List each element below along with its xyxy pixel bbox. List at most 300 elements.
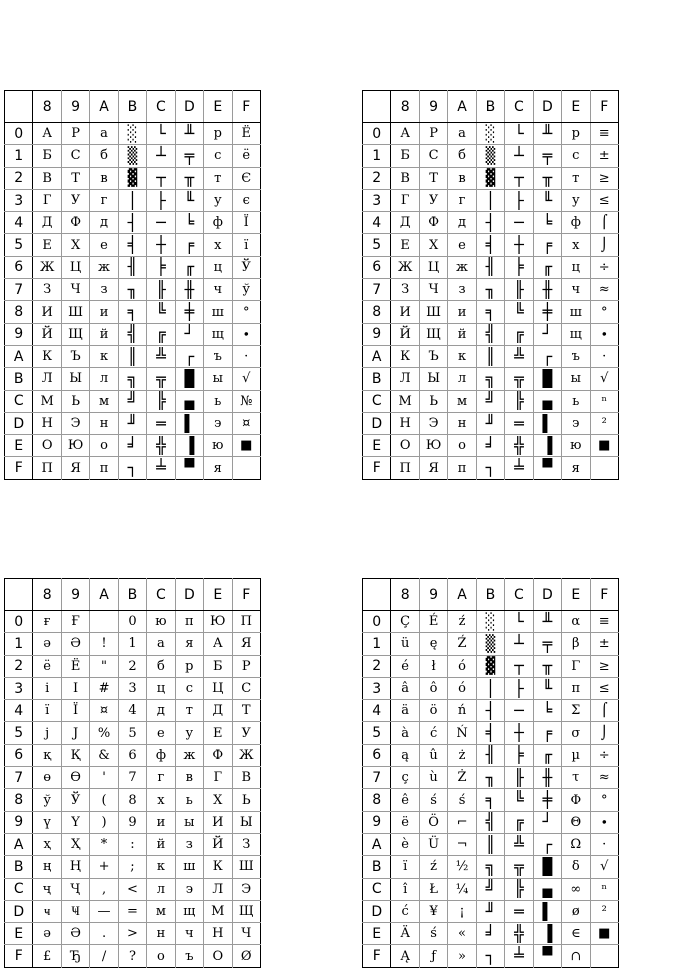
glyph-cell: я	[562, 457, 590, 479]
glyph-cell: β	[562, 633, 590, 655]
glyph-cell: ╡	[476, 234, 504, 256]
column-header: B	[118, 91, 146, 123]
column-header-row	[5, 579, 261, 611]
glyph-cell: ▒	[476, 633, 504, 655]
row-header: B	[363, 856, 391, 878]
glyph-cell: қ	[33, 744, 61, 766]
glyph-cell: ө	[33, 767, 61, 789]
glyph-cell: ш	[204, 301, 232, 323]
glyph-cell: К	[204, 856, 232, 878]
glyph-cell: Т	[61, 167, 89, 189]
glyph-cell: ║	[476, 345, 504, 367]
glyph-cell: √	[590, 856, 619, 878]
glyph-cell: ╕	[118, 301, 146, 323]
glyph-cell: ÷	[590, 256, 619, 278]
glyph-cell: Θ	[562, 811, 590, 833]
glyph-cell: ╤	[533, 633, 561, 655]
glyph-cell: !	[90, 633, 118, 655]
glyph-cell: ę	[419, 633, 447, 655]
table-row	[363, 900, 619, 922]
glyph-cell: ¥	[419, 900, 447, 922]
glyph-cell: О	[33, 435, 61, 457]
glyph-cell	[90, 611, 118, 633]
glyph-cell: ·	[232, 345, 261, 367]
glyph-cell: І	[61, 677, 89, 699]
glyph-cell: с	[562, 145, 590, 167]
table-row	[363, 945, 619, 967]
glyph-cell: ╩	[505, 833, 533, 855]
glyph-cell: М	[33, 390, 61, 412]
glyph-cell: ć	[419, 722, 447, 744]
table-row	[363, 167, 619, 189]
glyph-cell: <	[118, 878, 146, 900]
row-header: E	[5, 923, 33, 945]
glyph-cell: ░	[476, 123, 504, 145]
glyph-cell: └	[505, 123, 533, 145]
glyph-cell: »	[448, 945, 476, 967]
glyph-cell: л	[448, 368, 476, 390]
glyph-cell: ┌	[533, 345, 561, 367]
glyph-cell: ż	[448, 744, 476, 766]
glyph-cell: Ü	[419, 833, 447, 855]
glyph-cell: з	[448, 279, 476, 301]
row-header: 0	[5, 611, 33, 633]
glyph-cell: у	[204, 189, 232, 211]
glyph-cell: %	[90, 722, 118, 744]
table-row	[363, 368, 619, 390]
glyph-cell: °	[232, 301, 261, 323]
table-row	[363, 412, 619, 434]
table-row	[5, 722, 261, 744]
glyph-cell: ś	[419, 923, 447, 945]
glyph-cell: )	[90, 811, 118, 833]
glyph-cell: ▓	[476, 167, 504, 189]
glyph-cell: Ҷ	[61, 878, 89, 900]
glyph-cell: ▌	[533, 412, 561, 434]
column-header: C	[147, 579, 175, 611]
row-header: 5	[5, 234, 33, 256]
glyph-cell: к	[147, 856, 175, 878]
row-header: 4	[363, 212, 391, 234]
glyph-cell: ô	[419, 677, 447, 699]
glyph-cell: ▌	[533, 900, 561, 922]
glyph-cell: Φ	[562, 789, 590, 811]
glyph-cell: ü	[391, 633, 419, 655]
glyph-cell: ═	[147, 412, 175, 434]
glyph-cell: ╖	[476, 279, 504, 301]
glyph-cell: ┬	[147, 167, 175, 189]
table-row	[363, 390, 619, 412]
glyph-cell: τ	[562, 767, 590, 789]
glyph-cell: ═	[505, 412, 533, 434]
glyph-cell: д	[448, 212, 476, 234]
glyph-cell: ²	[590, 412, 619, 434]
glyph-cell: ╚	[147, 301, 175, 323]
glyph-cell: ц	[204, 256, 232, 278]
glyph-cell: Ń	[448, 722, 476, 744]
glyph-cell: ▀	[175, 457, 203, 479]
glyph-cell: К	[33, 345, 61, 367]
glyph-cell: ш	[562, 301, 590, 323]
row-header: B	[5, 856, 33, 878]
glyph-cell: —	[90, 900, 118, 922]
glyph-cell: Ч	[419, 279, 447, 301]
glyph-cell: Х	[419, 234, 447, 256]
glyph-cell: ў	[232, 279, 261, 301]
glyph-cell: з	[90, 279, 118, 301]
glyph-cell: ╡	[476, 722, 504, 744]
glyph-cell: Щ	[61, 323, 89, 345]
glyph-cell: ┴	[505, 145, 533, 167]
column-header: F	[590, 579, 619, 611]
glyph-cell: Ц	[204, 677, 232, 699]
glyph-cell: ╧	[505, 457, 533, 479]
glyph-cell: л	[147, 878, 175, 900]
glyph-cell: ҳ	[33, 833, 61, 855]
glyph-cell: Д	[391, 212, 419, 234]
glyph-cell: Ą	[391, 945, 419, 967]
glyph-cell: ь	[204, 390, 232, 412]
glyph-cell: в	[90, 167, 118, 189]
glyph-cell: ┴	[505, 633, 533, 655]
table-row	[5, 390, 261, 412]
glyph-cell: ┘	[175, 323, 203, 345]
glyph-cell: ё	[232, 145, 261, 167]
row-header: A	[5, 833, 33, 855]
table-row	[5, 435, 261, 457]
glyph-cell: ≤	[590, 189, 619, 211]
row-header: 5	[363, 234, 391, 256]
row-header: F	[363, 945, 391, 967]
glyph-cell: +	[90, 856, 118, 878]
column-header: 8	[33, 579, 61, 611]
glyph-cell: ■	[590, 923, 619, 945]
glyph-cell: ┘	[533, 323, 561, 345]
glyph-cell: м	[147, 900, 175, 922]
column-header: B	[118, 579, 146, 611]
glyph-cell: ╞	[505, 744, 533, 766]
glyph-cell: Ь	[61, 390, 89, 412]
glyph-cell: ╒	[175, 234, 203, 256]
glyph-cell: ś	[448, 789, 476, 811]
glyph-cell: Γ	[562, 655, 590, 677]
glyph-cell: ≤	[590, 677, 619, 699]
glyph-cell: ы	[204, 368, 232, 390]
table-row	[5, 700, 261, 722]
glyph-cell: Г	[33, 189, 61, 211]
glyph-cell: ·	[590, 833, 619, 855]
glyph-cell: ┤	[476, 212, 504, 234]
table-row	[363, 744, 619, 766]
glyph-cell: Т	[419, 167, 447, 189]
glyph-cell: σ	[562, 722, 590, 744]
glyph-cell: ╠	[505, 390, 533, 412]
glyph-cell: ╕	[476, 301, 504, 323]
column-header: B	[476, 579, 504, 611]
glyph-cell: ▒	[476, 145, 504, 167]
glyph-cell: Ң	[61, 856, 89, 878]
glyph-cell: ∙	[590, 323, 619, 345]
glyph-cell: З	[391, 279, 419, 301]
glyph-cell: ╟	[147, 279, 175, 301]
glyph-cell: ê	[391, 789, 419, 811]
table-row	[363, 878, 619, 900]
glyph-cell: ≥	[590, 655, 619, 677]
glyph-cell: Д	[204, 700, 232, 722]
glyph-cell: Я	[419, 457, 447, 479]
glyph-cell: ▌	[175, 412, 203, 434]
glyph-cell: Я	[61, 457, 89, 479]
glyph-cell: ╬	[505, 923, 533, 945]
code-table-4	[362, 578, 619, 968]
table-row	[363, 700, 619, 722]
glyph-cell: А	[33, 123, 61, 145]
row-header: D	[363, 900, 391, 922]
glyph-cell: Є	[232, 167, 261, 189]
glyph-cell: └	[505, 611, 533, 633]
glyph-cell: ╖	[118, 279, 146, 301]
glyph-cell: *	[90, 833, 118, 855]
row-header: 8	[363, 789, 391, 811]
table-row	[363, 789, 619, 811]
corner-cell	[5, 579, 33, 611]
glyph-cell: ╢	[476, 744, 504, 766]
glyph-cell: ▀	[533, 457, 561, 479]
row-header: 0	[363, 611, 391, 633]
glyph-cell: ╡	[118, 234, 146, 256]
table-row	[5, 234, 261, 256]
glyph-cell: ¬	[448, 833, 476, 855]
glyph-cell: ╔	[505, 811, 533, 833]
glyph-cell: ë	[391, 811, 419, 833]
row-header: 3	[363, 189, 391, 211]
glyph-cell: ÷	[590, 744, 619, 766]
glyph-cell: ┘	[533, 811, 561, 833]
glyph-cell: ╫	[533, 279, 561, 301]
glyph-cell: Г	[391, 189, 419, 211]
row-header: 8	[363, 301, 391, 323]
table-row	[363, 212, 619, 234]
glyph-cell: Ж	[391, 256, 419, 278]
glyph-cell: ≈	[590, 279, 619, 301]
glyph-cell: Ҳ	[61, 833, 89, 855]
glyph-cell: '	[90, 767, 118, 789]
row-header: 2	[363, 655, 391, 677]
glyph-cell: ┐	[476, 945, 504, 967]
row-header: B	[5, 368, 33, 390]
glyph-cell: ч	[175, 923, 203, 945]
glyph-cell: ï	[391, 856, 419, 878]
column-header: D	[533, 91, 561, 123]
glyph-cell: ┬	[505, 167, 533, 189]
glyph-cell: В	[391, 167, 419, 189]
table-row	[5, 457, 261, 479]
glyph-cell: Ц	[419, 256, 447, 278]
table-row	[363, 345, 619, 367]
glyph-cell: ø	[562, 900, 590, 922]
glyph-cell: ╞	[147, 256, 175, 278]
glyph-cell: д	[147, 700, 175, 722]
glyph-cell: Я	[232, 633, 261, 655]
glyph-cell: О	[391, 435, 419, 457]
glyph-cell: і	[33, 677, 61, 699]
glyph-cell: ┤	[118, 212, 146, 234]
glyph-cell: И	[391, 301, 419, 323]
glyph-cell: ─	[505, 212, 533, 234]
code-table-2	[362, 90, 619, 480]
row-header: 7	[363, 767, 391, 789]
glyph-cell: З	[33, 279, 61, 301]
column-header: A	[448, 579, 476, 611]
table-row	[363, 435, 619, 457]
glyph-cell: ╗	[476, 368, 504, 390]
glyph-cell: П	[232, 611, 261, 633]
glyph-cell: п	[175, 611, 203, 633]
glyph-cell: р	[562, 123, 590, 145]
glyph-cell: ─	[147, 212, 175, 234]
glyph-cell: Ç	[391, 611, 419, 633]
glyph-cell	[590, 457, 619, 479]
glyph-cell: Ъ	[61, 345, 89, 367]
corner-cell	[363, 91, 391, 123]
glyph-cell: с	[175, 677, 203, 699]
glyph-cell: 3	[118, 677, 146, 699]
glyph-cell: ┌	[175, 345, 203, 367]
glyph-cell: ї	[33, 700, 61, 722]
glyph-cell: ╝	[476, 878, 504, 900]
table-row	[5, 301, 261, 323]
glyph-cell: ╦	[147, 368, 175, 390]
glyph-cell: 8	[118, 789, 146, 811]
row-header: 3	[363, 677, 391, 699]
glyph-cell: ╗	[476, 856, 504, 878]
glyph-cell: Ш	[419, 301, 447, 323]
glyph-cell: 5	[118, 722, 146, 744]
glyph-cell: :	[118, 833, 146, 855]
table-row	[363, 655, 619, 677]
glyph-cell: ≡	[590, 611, 619, 633]
glyph-cell: б	[90, 145, 118, 167]
table-row	[363, 123, 619, 145]
glyph-cell: С	[419, 145, 447, 167]
row-header: 4	[5, 212, 33, 234]
glyph-cell: ╣	[476, 323, 504, 345]
glyph-cell: Ø	[240, 948, 252, 964]
glyph-cell: ś	[419, 789, 447, 811]
glyph-cell: Ź	[448, 633, 476, 655]
glyph-cell: и	[90, 301, 118, 323]
glyph-cell: ╪	[533, 789, 561, 811]
glyph-cell: е	[448, 234, 476, 256]
glyph-cell: ы	[175, 811, 203, 833]
column-header: C	[505, 91, 533, 123]
glyph-cell: ә	[33, 633, 61, 655]
glyph-cell: к	[448, 345, 476, 367]
glyph-cell: х	[562, 234, 590, 256]
glyph-cell: #	[90, 677, 118, 699]
glyph-cell: /	[90, 945, 118, 967]
column-header: A	[90, 91, 118, 123]
glyph-cell: и	[147, 811, 175, 833]
glyph-cell: ╨	[175, 123, 203, 145]
glyph-cell: ╜	[476, 900, 504, 922]
glyph-cell: ┤	[476, 700, 504, 722]
glyph-cell: ╝	[476, 390, 504, 412]
glyph-cell: г	[448, 189, 476, 211]
row-header: F	[5, 457, 33, 479]
glyph-cell	[590, 945, 619, 967]
glyph-cell: м	[90, 390, 118, 412]
table-row	[363, 234, 619, 256]
column-header: 9	[61, 91, 89, 123]
table-row	[363, 677, 619, 699]
glyph-cell: Σ	[562, 700, 590, 722]
glyph-cell: ń	[448, 700, 476, 722]
glyph-cell: └	[147, 123, 175, 145]
glyph-cell: É	[419, 611, 447, 633]
glyph-cell: Е	[391, 234, 419, 256]
table-row	[363, 633, 619, 655]
glyph-cell: ▐	[175, 435, 203, 457]
glyph-cell: ╢	[476, 256, 504, 278]
glyph-cell: ą	[391, 744, 419, 766]
column-header: B	[476, 91, 504, 123]
glyph-cell: ╙	[175, 189, 203, 211]
glyph-cell: ±	[590, 633, 619, 655]
glyph-cell: ╛	[476, 435, 504, 457]
glyph-cell: ң	[33, 856, 61, 878]
glyph-cell: ó	[448, 677, 476, 699]
glyph-cell: █	[533, 856, 561, 878]
column-header: D	[533, 579, 561, 611]
row-header: 1	[363, 633, 391, 655]
glyph-cell: Щ	[232, 900, 261, 922]
glyph-cell: ╩	[505, 345, 533, 367]
glyph-cell: й	[147, 833, 175, 855]
glyph-cell: ъ	[562, 345, 590, 367]
glyph-cell: │	[476, 189, 504, 211]
glyph-cell: ╘	[175, 212, 203, 234]
glyph-cell: У	[232, 722, 261, 744]
table-row	[5, 655, 261, 677]
column-header: C	[147, 91, 175, 123]
glyph-cell: δ	[562, 856, 590, 878]
table-row	[5, 833, 261, 855]
glyph-cell: Ч	[232, 923, 261, 945]
glyph-cell: ć	[391, 900, 419, 922]
glyph-cell: ╥	[533, 167, 561, 189]
row-header: 5	[5, 722, 33, 744]
row-header: A	[363, 833, 391, 855]
glyph-cell: Ё	[61, 655, 89, 677]
glyph-cell: Е	[204, 722, 232, 744]
glyph-cell: ╔	[147, 323, 175, 345]
glyph-cell: ╘	[533, 212, 561, 234]
glyph-cell: р	[175, 655, 203, 677]
glyph-cell: я	[204, 457, 232, 479]
glyph-cell: ф	[204, 212, 232, 234]
glyph-cell: ц	[147, 677, 175, 699]
glyph-cell: │	[476, 677, 504, 699]
glyph-cell: ·	[590, 345, 619, 367]
glyph-cell: А	[391, 123, 419, 145]
glyph-cell: Ҹ	[61, 900, 89, 922]
glyph-cell: т	[562, 167, 590, 189]
glyph-cell: ≡	[590, 123, 619, 145]
glyph-cell: К	[391, 345, 419, 367]
row-header: F	[5, 945, 33, 967]
glyph-cell: ├	[147, 189, 175, 211]
